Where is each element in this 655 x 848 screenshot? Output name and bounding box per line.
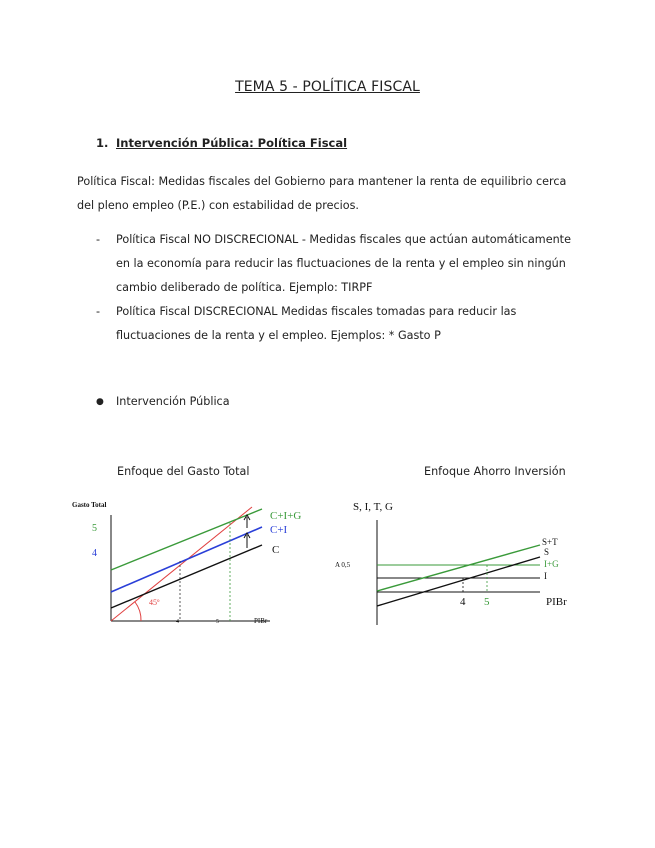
- gasto-total-chart: [70, 495, 330, 630]
- chart2-label-i: I: [544, 571, 547, 581]
- chart1-angle-label: 45º: [149, 598, 160, 607]
- bullet-text: Intervención Pública: [116, 395, 230, 408]
- section-heading: [96, 136, 347, 150]
- list-marker: -: [96, 305, 101, 318]
- list-item-text: Política Fiscal DISCRECIONAL Medidas fiscales tomadas para reducir las fluctuaciones de la renta y el empleo. Ejemplos: * Gasto P: [116, 305, 517, 342]
- list-item: [96, 228, 576, 300]
- chart2-label-s: S: [544, 547, 550, 557]
- chart1-x-mark-5: 5: [216, 619, 219, 625]
- list-marker: -: [96, 233, 101, 246]
- ahorro-inversion-chart: [330, 495, 590, 635]
- chart1-45-line: [111, 507, 252, 621]
- list-item: [96, 300, 576, 348]
- policy-list: [96, 228, 576, 348]
- chart1-label-ci: C+I: [270, 524, 288, 536]
- chart1-ylabel: Gasto Total: [72, 501, 107, 509]
- chart2-x-mark-5: 5: [484, 596, 490, 608]
- chart2-ylabel: S, I, T, G: [353, 501, 393, 513]
- chart2-line-st: [377, 545, 540, 591]
- chart1-x-mark-4: 4: [176, 619, 179, 625]
- chart2-label-ig: I+G: [544, 559, 559, 569]
- definition-paragraph: Política Fiscal: Medidas fiscales del Gobierno para mantener la renta de equilibrio cerca del pleno empleo (P.E.) con estabilidad de precios.: [77, 175, 567, 212]
- chart2-y-mark: A 0,5: [335, 561, 351, 569]
- section-number: 1.: [96, 136, 109, 150]
- chart1-angle-arc: [135, 602, 141, 621]
- section-heading-text: Intervención Pública: Política Fiscal: [116, 136, 348, 150]
- chart2-x-mark-4: 4: [460, 596, 466, 608]
- chart1-line-cig: [111, 509, 262, 570]
- chart2-xlabel: PIBr: [546, 596, 567, 608]
- chart1-label-c: C: [272, 544, 280, 556]
- bullet-item: [96, 395, 230, 408]
- list-item-text: Política Fiscal NO DISCRECIONAL - Medidas fiscales que actúan automáticamente en la economía para reducir las fluctuaciones de la renta y el empleo sin ningún cambio deliberado de política. Ejemplo: TIRPF: [116, 233, 571, 294]
- page-title: TEMA 5 - POLÍTICA FISCAL: [235, 79, 420, 95]
- chart2-label-st: S+T: [542, 537, 558, 547]
- chart2-line-s: [377, 557, 540, 606]
- chart2-caption: Enfoque Ahorro Inversión: [424, 465, 566, 478]
- chart1-caption: Enfoque del Gasto Total: [117, 465, 250, 478]
- chart1-line-c: [111, 545, 262, 608]
- chart1-line-ci: [111, 527, 262, 592]
- chart1-y-mark-4: 4: [92, 548, 97, 559]
- bullet-marker: ●: [96, 397, 104, 407]
- chart1-label-cig: C+I+G: [270, 510, 302, 522]
- chart1-xlabel: PIBr: [254, 617, 268, 625]
- chart1-y-mark-5: 5: [92, 523, 97, 534]
